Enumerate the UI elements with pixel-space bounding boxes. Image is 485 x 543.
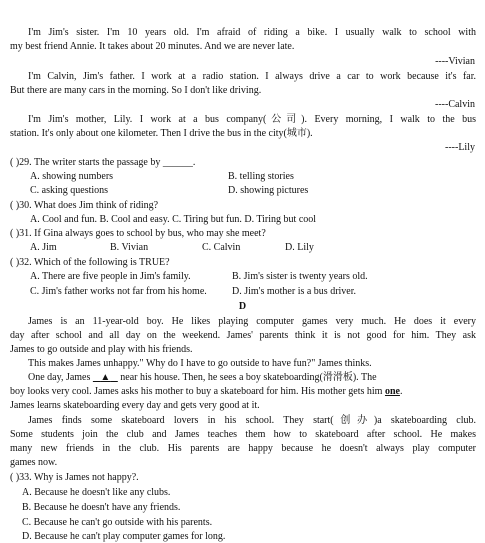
q33-stem: ( )33. Why is James not happy?.: [10, 472, 139, 483]
passage-d-p1-line3: James to go outside and play with his friends.: [10, 344, 193, 355]
passage-d-p1-line2: day after school and all day on the weekend. James' parents think it is not good for him. They ask: [10, 330, 476, 341]
passage-d-p3-line2: [10, 386, 402, 398]
signature-lily: ----Lily: [445, 142, 475, 153]
q31-stem: ( )31. If Gina always goes to school by bus, who may she meet?: [10, 228, 266, 239]
q29-option-b: B. telling stories: [228, 171, 294, 182]
q31-option-c: C. Calvin: [202, 242, 241, 253]
section-d-heading: D: [238, 301, 247, 312]
q32-option-d: D. Jim's mother is a bus driver.: [232, 286, 357, 297]
signature-calvin: ----Calvin: [435, 99, 475, 110]
passage-d-p3-line1: [28, 372, 476, 384]
q33-option-c: C. Because he can't go outside with his parents.: [22, 517, 213, 528]
passage-c-p3-line2: station. It's only about one kilometer. Then I drive the bus in the city(城市).: [10, 128, 313, 139]
q31-option-a: A. Jim: [30, 242, 57, 253]
q31-option-d: D. Lily: [285, 242, 314, 253]
q29-stem: ( )29. The writer starts the passage by ______.: [10, 157, 196, 168]
p3-line2-text: boy looks very cool. James asks his mother to buy a skateboard for him. His mother gets him: [10, 386, 385, 397]
blank-triangle-marker: ▲: [100, 372, 111, 383]
passage-d-p4-line2: Some students join the club and James teaches them how to skateboard after school. He makes: [10, 429, 476, 440]
passage-d-p4-line4: games now.: [10, 457, 58, 468]
p3-text-before-blank: One day, James: [28, 372, 93, 383]
passage-c-p2-line2: But there are many cars in the morning. So I don't like driving.: [10, 85, 262, 96]
q30-stem: ( )30. What does Jim think of riding?: [10, 200, 159, 211]
q29-option-d: D. showing pictures: [228, 185, 309, 196]
passage-d-p3-line3: James learns skateboarding every day and gets very good at it.: [10, 400, 260, 411]
passage-d-p1-line1: James is an 11-year-old boy. He likes playing computer games very much. He does it every: [28, 316, 476, 327]
q29-option-a: A. showing numbers: [30, 171, 114, 182]
q33-option-b: B. Because he doesn't have any friends.: [22, 502, 181, 513]
signature-vivian: ----Vivian: [435, 56, 475, 67]
answer-blank: [93, 372, 118, 383]
passage-c-p1-line1: I'm Jim's sister. I'm 10 years old. I'm afraid of riding a bike. I usually walk to school with: [28, 27, 476, 38]
q29-option-c: C. asking questions: [30, 185, 109, 196]
passage-d-p2: This makes James unhappy." Why do I have to go outside to have fun?" James thinks.: [28, 358, 372, 369]
p3-line2-end: .: [399, 386, 403, 397]
passage-c-p3-line1: I'm Jim's mother, Lily. I work at a bus company(公司). Every morning, I walk to the bus: [28, 114, 476, 125]
passage-c-p2-line1: I'm Calvin, Jim's father. I work at a radio station. I always drive a car to work because it's far.: [28, 71, 476, 82]
passage-d-p4-line1: James finds some skateboard lovers in his school. They start(创办)a skateboarding club.: [28, 415, 476, 426]
q30-options: A. Cool and fun. B. Cool and easy. C. Tiring but fun. D. Tiring but cool: [30, 214, 317, 225]
p3-text-after-blank: near his house. Then, he sees a boy skateboarding(滑滑板). The: [117, 372, 377, 383]
passage-d-p4-line3: many new friends in the club. His parents are happy because he doesn't always play computer: [10, 443, 476, 454]
q32-stem: ( )32. Which of the following is TRUE?: [10, 257, 170, 268]
q33-option-a: A. Because he doesn't like any clubs.: [22, 487, 171, 498]
underlined-word-one: one: [384, 386, 400, 397]
q31-option-b: B. Vivian: [110, 242, 149, 253]
q33-option-d: D. Because he can't play computer games for long.: [22, 531, 226, 542]
passage-c-p1-line2: my best friend Annie. It takes about 20 minutes. And we are never late.: [10, 41, 295, 52]
q32-option-b: B. Jim's sister is twenty years old.: [232, 271, 368, 282]
q32-option-c: C. Jim's father works not far from his home.: [30, 286, 207, 297]
q32-option-a: A. There are five people in Jim's family.: [30, 271, 191, 282]
